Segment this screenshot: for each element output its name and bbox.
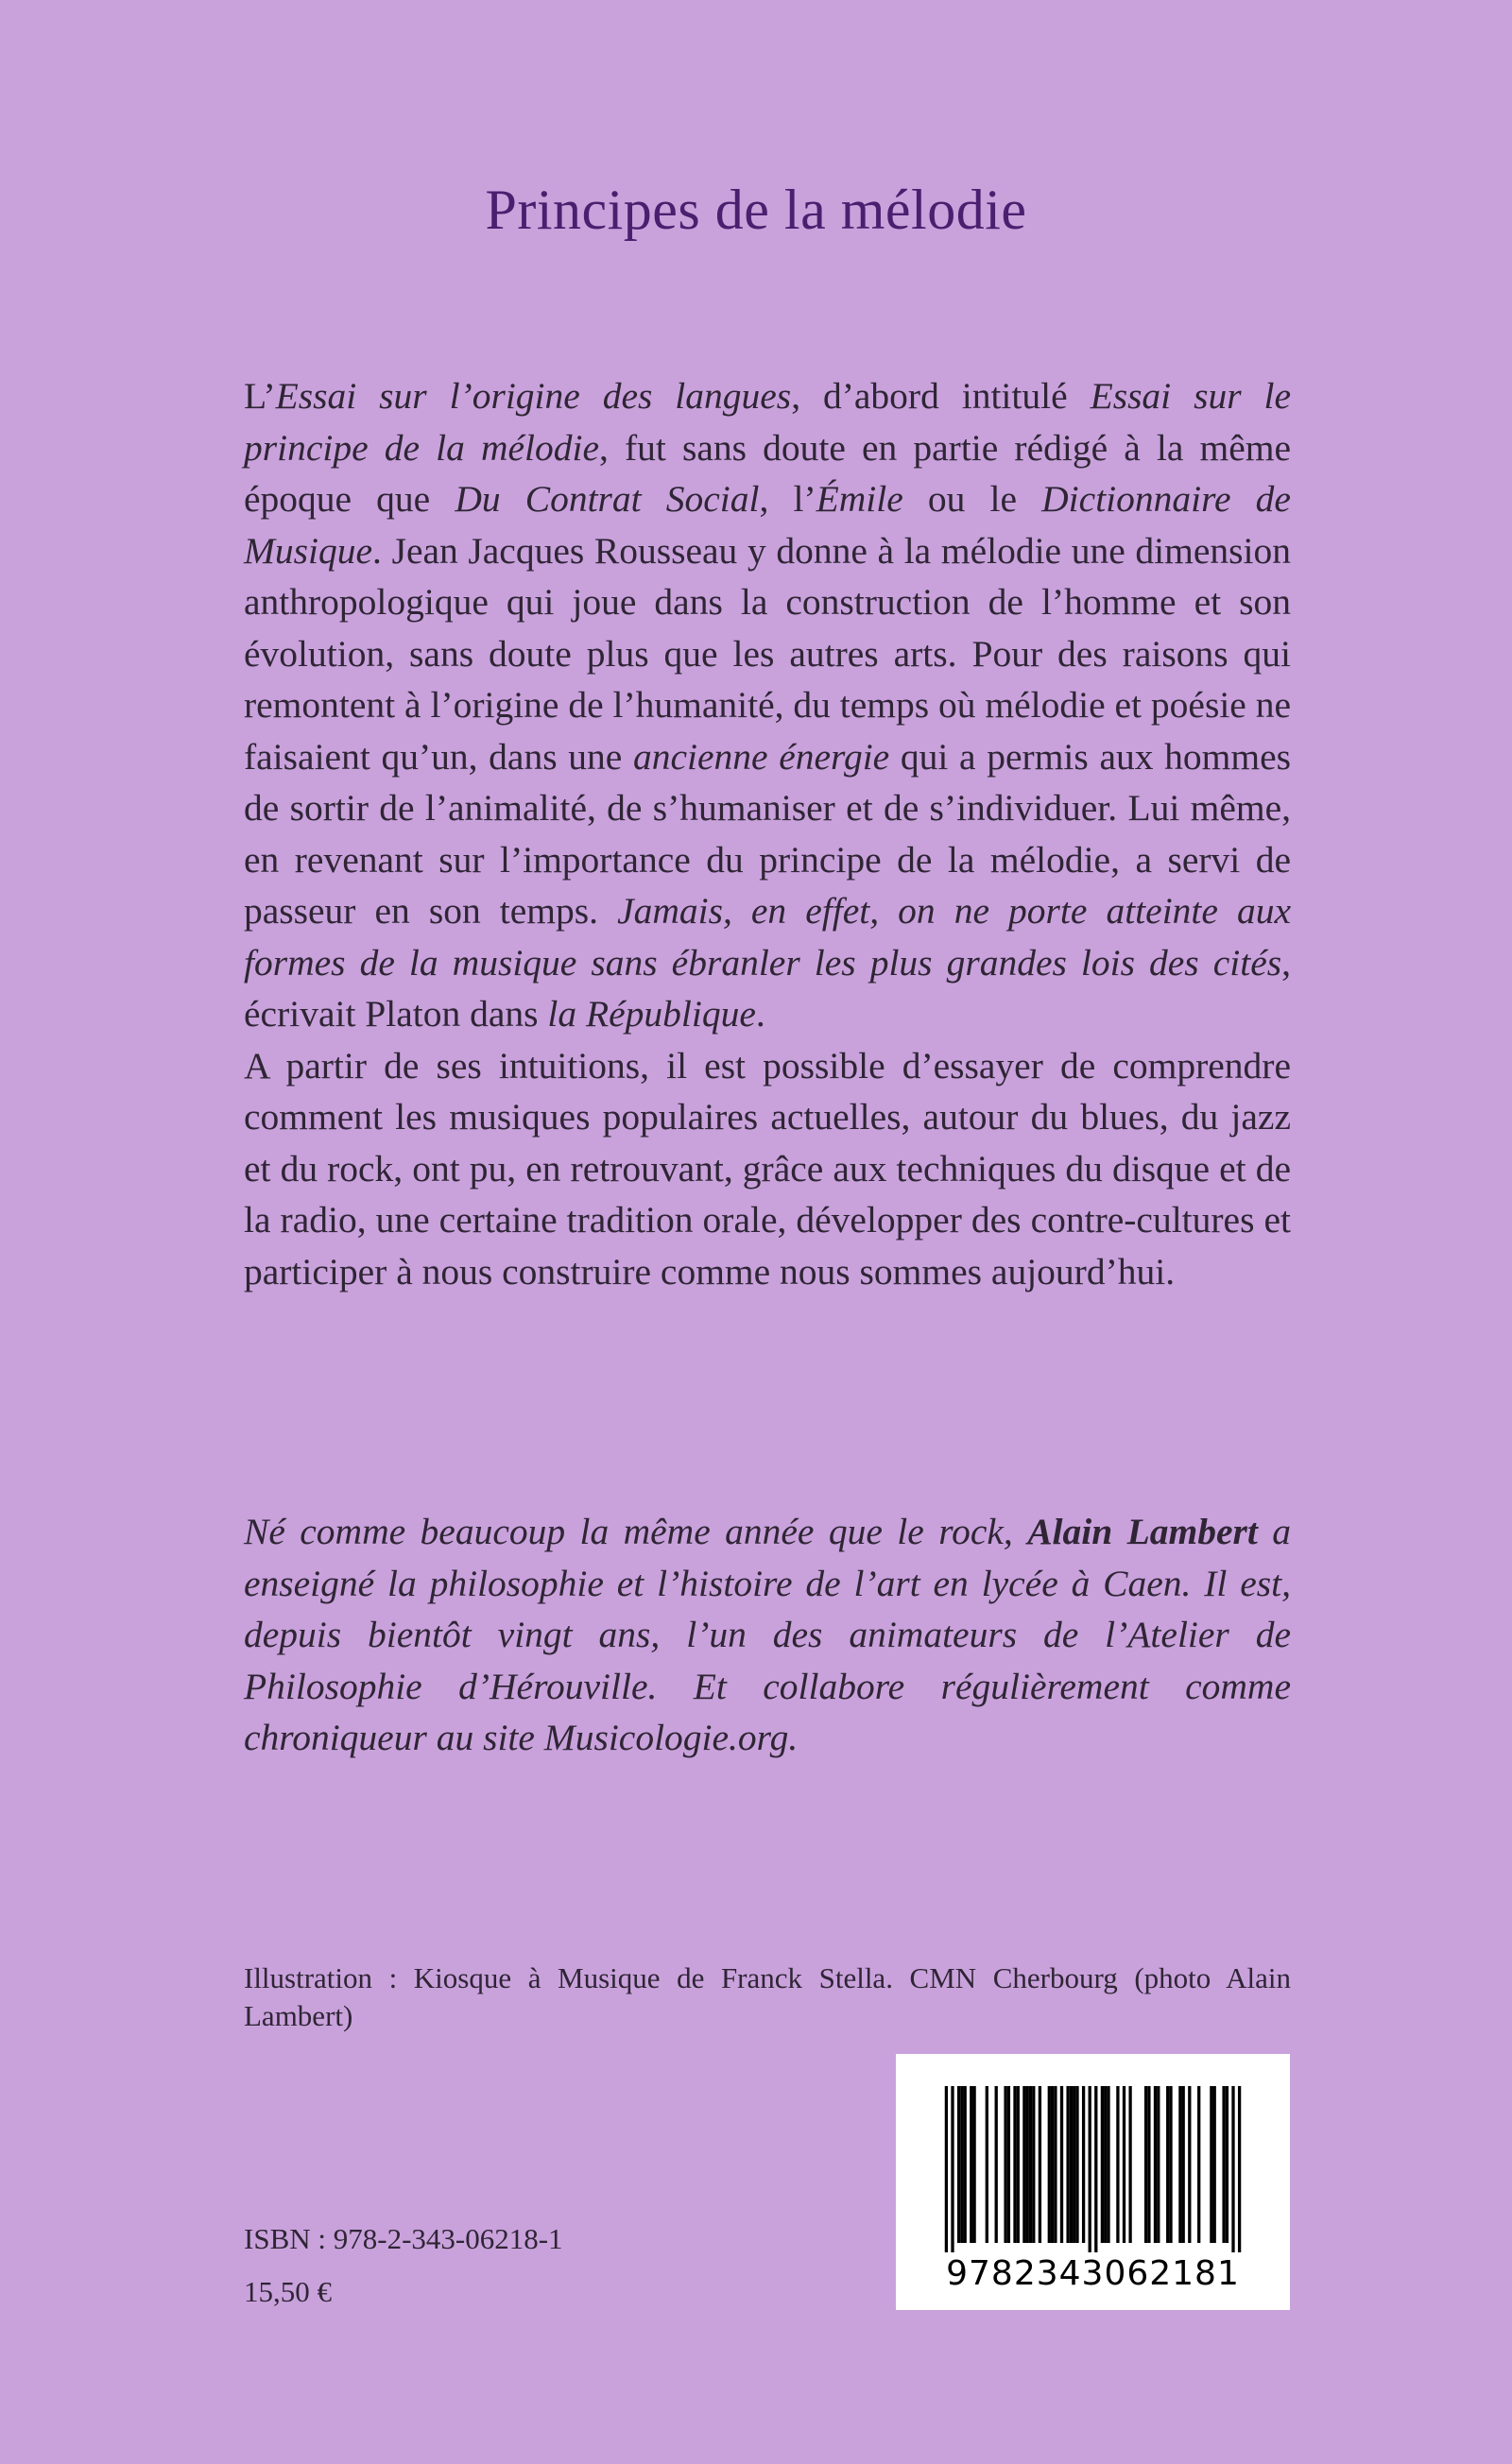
- barcode-bar: [951, 2086, 954, 2252]
- barcode-bar: [960, 2086, 963, 2243]
- barcode-bar: [1082, 2086, 1085, 2243]
- book-title: Principes de la mélodie: [485, 179, 1027, 241]
- barcode-bar: [972, 2086, 975, 2243]
- barcode-bar: [1039, 2086, 1041, 2243]
- barcode-bar: [1075, 2086, 1078, 2243]
- author-name: Alain Lambert: [1027, 1511, 1258, 1552]
- barcode-bar: [1210, 2086, 1212, 2243]
- isbn-text: ISBN : 978-2-343-06218-1: [244, 2222, 563, 2255]
- barcode-bar: [1226, 2086, 1228, 2243]
- barcode-bar: [1032, 2086, 1035, 2243]
- barcode-bar: [1048, 2086, 1051, 2243]
- barcode-bar: [1017, 2086, 1020, 2243]
- barcode-bar: [957, 2086, 960, 2243]
- barcode-bar: [1107, 2086, 1109, 2243]
- barcode-bar: [1004, 2086, 1006, 2243]
- barcode-bar: [1013, 2086, 1016, 2243]
- barcode-bar: [986, 2086, 988, 2243]
- barcode-bar: [1007, 2086, 1010, 2243]
- barcode-bar: [1157, 2086, 1160, 2243]
- barcode-bar: [1104, 2086, 1107, 2243]
- barcode: [896, 2054, 1290, 2310]
- barcode-bar: [1094, 2086, 1097, 2252]
- barcode-bar: [1066, 2086, 1069, 2243]
- barcode-bar: [1231, 2086, 1234, 2252]
- description-text: [244, 370, 1291, 1297]
- barcode-bar: [1101, 2086, 1104, 2243]
- barcode-bar: [1213, 2086, 1216, 2243]
- description-paragraph-2: A partir de ses intuitions, il est possible d’essayer de comprendre comment les musiques populaires actuelles, autour du blues, du jazz et du rock, ont pu, en retrouvant, grâce aux techniques du disque et de la radio, une certaine tradition orale, développer des contre-cultures et participer à nous construire comme nous sommes aujourd’hui.: [244, 1044, 1291, 1292]
- barcode-bar: [1026, 2086, 1029, 2243]
- barcode-bar: [1144, 2086, 1147, 2243]
- barcode-bar: [1238, 2086, 1241, 2252]
- barcode-bar: [1147, 2086, 1150, 2243]
- barcode-bar: [1128, 2086, 1131, 2243]
- barcode-bar: [1154, 2086, 1157, 2243]
- barcode-bar: [1123, 2086, 1125, 2243]
- barcode-bar: [970, 2086, 972, 2243]
- barcode-bar: [1222, 2086, 1225, 2243]
- barcode-digits: 9782343062181: [946, 2254, 1240, 2293]
- author-bio: Né comme beaucoup la même année que le rock, Alain Lambert a enseigné la philosophie et l’histoire de l’art en lycée à Caen. Il est, depuis bientôt vingt ans, l’un des animateurs de l’Atelier de Philosophie d’Hérouville. Et collabore régulièrement comme chroniqueur au site Musicologie.org.: [244, 1511, 1291, 1758]
- barcode-bar: [1188, 2086, 1191, 2243]
- price-text: 15,50 €: [244, 2275, 332, 2308]
- barcode-bar: [1029, 2086, 1032, 2243]
- barcode-bar: [964, 2086, 967, 2243]
- barcode-bar: [1089, 2086, 1091, 2252]
- illustration-credit: Illustration : Kiosque à Musique de Franck Stella. CMN Cherbourg (photo Alain Lambert): [244, 1961, 1291, 2032]
- description-paragraph-1: L’Essai sur l’origine des langues, d’abord intitulé Essai sur le principe de la mélodie, fut sans doute en partie rédigé à la même époque que Du Contrat Social, l’Émile ou le Dictionnaire de Musique. Jean Jacques Rousseau y donne à la mélodie une dimension anthropologique qui joue dans la construction de l’homme et son évolution, sans doute plus que les autres arts. Pour des raisons qui remontent à l’origine de l’humanité, du temps où mélodie et poésie ne faisaient qu’un, dans une ancienne énergie qui a permis aux hommes de sortir de l’animalité, de s’humaniser et de s’individuer. Lui même, en revenant sur l’importance du principe de la mélodie, a servi de passeur en son temps. Jamais, en effet, on ne porte atteinte aux formes de la musique sans ébranler les plus grandes lois des cités, écrivait Platon dans la République.: [244, 375, 1292, 1035]
- barcode-bar: [1169, 2086, 1172, 2243]
- barcode-bar: [1070, 2086, 1073, 2243]
- barcode-bar: [1022, 2086, 1025, 2243]
- barcode-bar: [1073, 2086, 1075, 2243]
- barcode-bar: [1182, 2086, 1185, 2243]
- barcode-bar: [1166, 2086, 1169, 2243]
- barcode-bar: [1197, 2086, 1200, 2243]
- barcode-bar: [995, 2086, 998, 2243]
- barcode-bar: [1116, 2086, 1119, 2243]
- barcode-bar: [1060, 2086, 1063, 2243]
- barcode-bar: [1178, 2086, 1181, 2243]
- barcode-bar: [1051, 2086, 1054, 2243]
- barcode-bar: [945, 2086, 948, 2252]
- barcode-bar: [1054, 2086, 1057, 2243]
